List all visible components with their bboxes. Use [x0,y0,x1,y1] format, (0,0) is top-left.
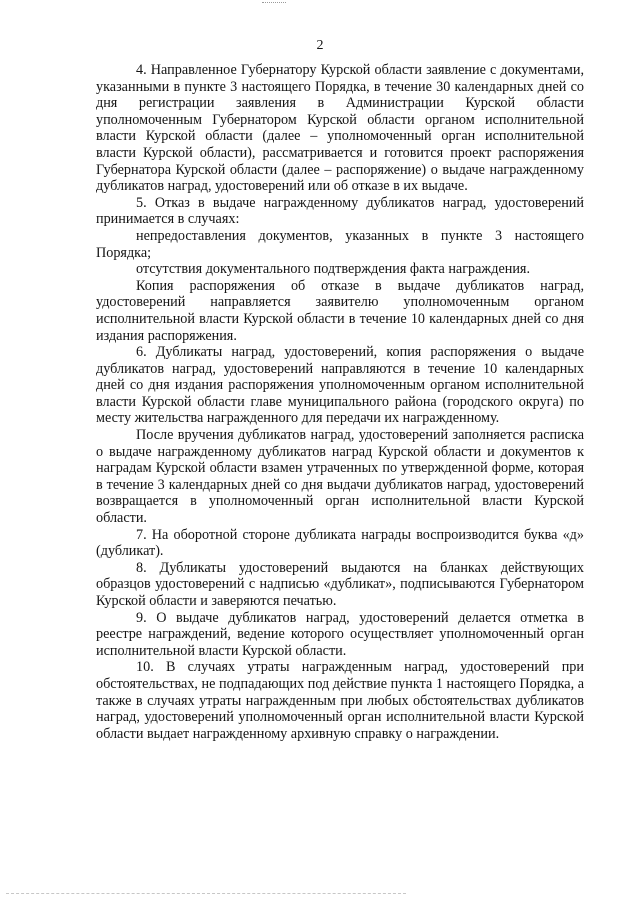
paragraph-refusal-copy: Копия распоряжения об отказе в выдаче дубликатов наград, удостоверений направляется заявителю уполномоченным органом исполнительной власти Курской области в течение 10 календарных дней со дня издания распоряжения. [96,277,584,344]
paragraph-item-10: 10. В случаях утраты награжденным наград, удостоверений при обстоятельствах, не подпадающих под действие пункта 1 настоящего Порядка, а также в случаях утраты награжденным при любых обстоятельствах дубликатов наград, удостоверений уполномоченный орган исполнительной власти Курской области выдает награжденному архивную справку о награждении. [96,659,584,742]
document-body [96,62,584,742]
scan-artifact-bottom [6,893,406,897]
paragraph-item-5-case-2: отсутствия документального подтверждения факта награждения. [136,261,531,278]
paragraph-item-4: 4. Направленное Губернатору Курской области заявление с документами, указанными в пункте 3 настоящего Порядка, в течение 30 календарных дней со дня регистрации заявления в Администрации Курской области уполномоченным Губернатором Курской области органом исполнительной власти Курской области (далее – уполномоченный орган исполнительной власти Курской области), рассматривается и готовится проект распоряжения Губернатора Курской области (далее – распоряжение) о выдаче награжденному дубликатов наград, удостоверений или об отказе в их выдаче. [96,62,584,195]
paragraph-receipt: После вручения дубликатов наград, удостоверений заполняется расписка о выдаче награжденному дубликатов наград Курской области и документов к наградам Курской области взамен утраченных по утвержденной форме, которая в течение 3 календарных дней со дня выдачи дубликатов наград, удостоверений возвращается в уполномоченный орган исполнительной власти Курской области. [96,427,584,527]
paragraph-item-6: 6. Дубликаты наград, удостоверений, копия распоряжения о выдаче дубликатов наград, удостоверений направляются в течение 10 календарных дней со дня издания распоряжения уполномоченным органом исполнительной власти Курской области главе муниципального района (городского округа) по месту жительства награжденного для передачи их награжденному. [96,344,584,427]
scan-artifact-top [262,2,286,6]
page-number: 2 [316,38,324,53]
paragraph-item-5: 5. Отказ в выдаче награжденному дубликатов наград, удостоверений принимается в случаях: [96,194,584,228]
paragraph-item-9: 9. О выдаче дубликатов наград, удостоверений делается отметка в реестре награждений, ведение которого осуществляет уполномоченный орган исполнительной власти Курской области. [96,609,584,659]
paragraph-item-5-case-1: непредоставления документов, указанных в пункте 3 настоящего Порядка; [96,227,584,261]
paragraph-item-8: 8. Дубликаты удостоверений выдаются на бланках действующих образцов удостоверений с надписью «дубликат», подписываются Губернатором Курской области и заверяются печатью. [96,559,584,609]
paragraph-item-7: 7. На оборотной стороне дубликата награды воспроизводится буква «д» (дубликат). [96,526,584,560]
